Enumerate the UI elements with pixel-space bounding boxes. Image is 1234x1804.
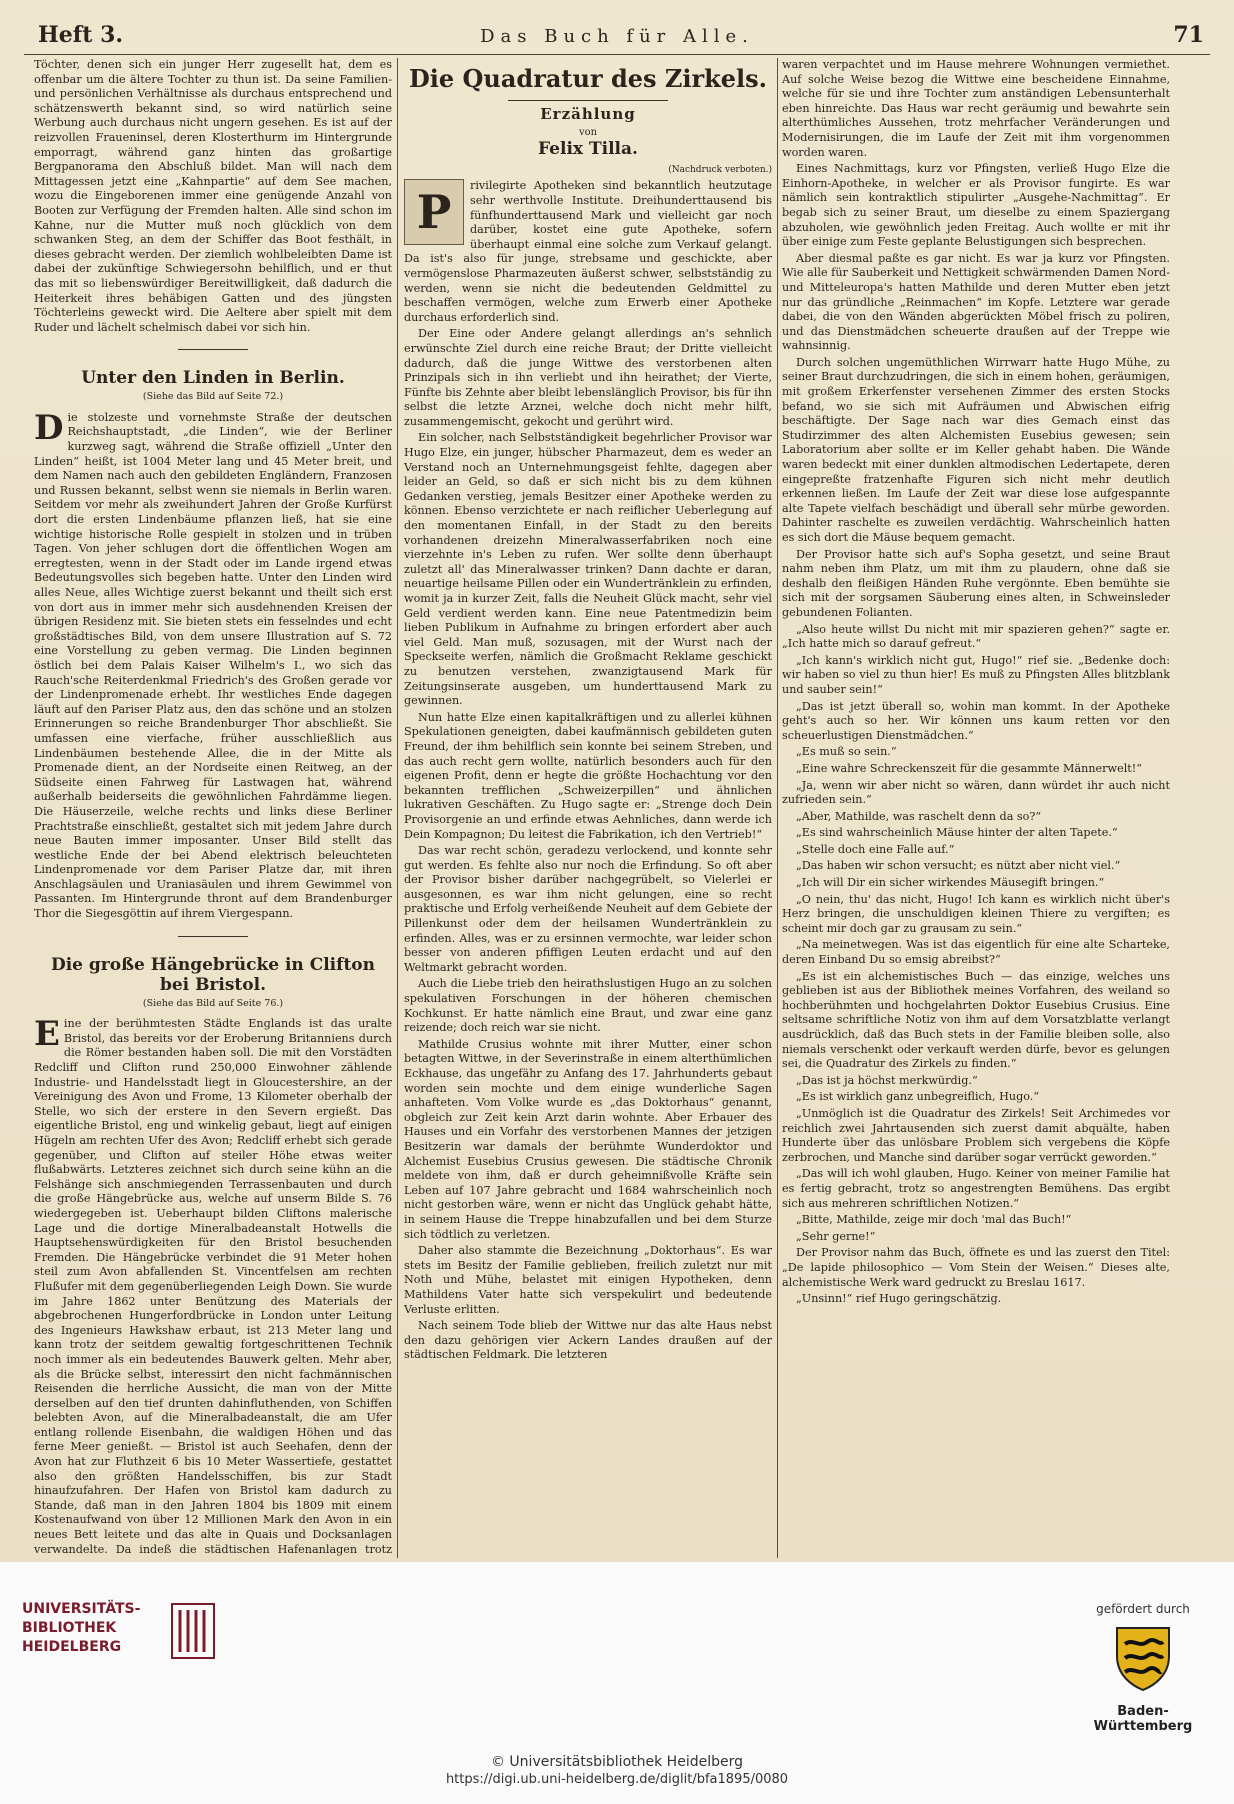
paragraph: Aber diesmal paßte es gar nicht. Es war ja kurz vor Pfingsten. Wie alle für Sauberkeit und Nettigkeit schwärmenden Damen Nord- und Mitteleuropa's hatten Mathilde und deren Mutter eben jetzt nur das gründliche „Reinmachen“ im Kopfe. Letztere war gerade dabei, die von den Wänden abgerückten Möbel frisch zu poliren, und das Dienstmädchen scheuerte draußen auf der Treppe wie wahnsinnig. bbox=[782, 251, 1170, 353]
paragraph: Das war recht schön, geradezu verlockend, und konnte sehr gut werden. Es fehlte also nur noch die Erfindung. So oft aber der Provisor bisher darüber nachgegrübelt, so Vielerlei er ausgesonnen, es war ihm nicht gelungen, eine so recht praktische und Erfolg verheißende Neuheit auf dem Gebiete der Pillenkunst oder dem der heilsamen Wundertränklein zu erfinden. Alles, was er zu ersinnen vermochte, war leider schon besser von anderen pfiffigen Leuten erdacht und auf den Weltmarkt gebracht worden. bbox=[404, 844, 772, 974]
paragraph: Daher also stammte die Bezeichnung „Doktorhaus“. Es war stets im Besitz der Familie geblieben, freilich zuletzt nur mit Noth und Mühe, belastet mit einigen Hypotheken, denn Mathildens Vater hatte sich verspekulirt und bedeutende Verluste erlitten. bbox=[404, 1244, 772, 1316]
section-separator bbox=[178, 936, 248, 937]
title-rule bbox=[508, 100, 668, 101]
paragraph: „Es ist ein alchemistisches Buch — das einzige, welches uns geblieben ist aus der Bibliothek meines Vorfahren, des weiland so hochberühmten und hochgelahrten Doktor Eusebius Crusius. Eine seltsame schriftliche Notiz von ihm auf dem Vorsatzblatte verlangt ausdrücklich, daß das Buch stets in der Familie bleiben solle, also niemals verschenkt oder verkauft werden dürfe, bevor es gelungen sei, die Quadratur des Zirkels zu finden.“ bbox=[782, 969, 1170, 1071]
paragraph: „Bitte, Mathilde, zeige mir doch 'mal das Buch!“ bbox=[796, 1213, 1072, 1227]
paragraph: „Also heute willst Du nicht mit mir spazieren gehen?“ sagte er. „Ich hatte mich so darauf gefreut.“ bbox=[782, 622, 1170, 651]
journal-title: Das Buch für Alle. bbox=[480, 26, 754, 47]
library-footer bbox=[0, 1562, 1234, 1804]
paragraph-text: ine der berühmtesten Städte Englands ist das uralte Bristol, das bereits vor der Eroberung Britanniens durch die Römer bestanden haben soll. Die mit den Vorstädten Redcliff und Clifton rund 250,000 Einwohner zählende Industrie- und Handelsstadt liegt in Gloucestershire, an der Vereinigung des Avon und Frome, 13 Kilometer oberhalb der Stelle, wo sich der erstere in den Severn ergießt. Das eigentliche Bristol, eng und winkelig gebaut, liegt auf einigen Hügeln am rechten Ufer des Avon; Redcliff erhebt sich gerade gegenüber, und Clifton auf steiler Höhe etwas weiter flußabwärts. Letzteres zeichnet sich durch seine kühn an die Felshänge sich anschmiegenden Terrassenbauten und durch die große Hängebrücke aus, welche auf unserm Bilde S. 76 wiedergegeben ist. Ueberhaupt bilden Cliftons malerische Lage und die dortige Mineralbadeanstalt Hotwells die Hauptsehenswürdigkeiten für den Bristol besuchenden Fremden. Die Hängebrücke verbindet die 91 Meter hohen steil zum Avon abfallenden St. Vincentfelsen am rechten Flußufer mit dem gegenüberliegenden Leigh Down. Sie wurde im Jahre 1862 unter Benützung des Materials der abgebrochenen Hungerfordbrücke in London unter Leitung des Ingenieurs Hawkshaw erbaut, ist 213 Meter lang und kann trotz der seitdem gewaltig fortgeschrittenen Technik noch immer als ein bedeutendes Bauwerk gelten. Mehr aber, als die Brücke selbst, interessirt den nicht fachmännischen Reisenden die herrliche Aussicht, die man von der Mitte derselben auf den tief drunten dahinfluthenden, von Schiffen belebten Avon, auf die Mineralbadeanstalt, die am Ufer entlang rollende Eisenbahn, die waldigen Höhen und das ferne Meer genießt. — Bristol ist auch Seehafen, denn der Avon hat zur Fluthzeit 6 bis 10 Meter Wassertiefe, gestattet also den größten Handelsschiffen, bis zur Stadt hinaufzufahren. Der Hafen von Bristol kam dadurch zu Stande, daß man in den Jahren 1804 bis 1809 mit einem Kostenaufwand von über 12 Millionen Mark den Avon in ein neues Bett leitete und das alte in Quais und Docksanlagen verwandelte. Da indeß die städtischen Hafenanlagen trotz bbox=[34, 1017, 392, 1556]
paragraph: Der Provisor hatte sich auf's Sopha gesetzt, und seine Braut nahm neben ihm Platz, um mit ihm zu plaudern, ohne daß sie deshalb den fleißigen Händen Ruhe vergönnte. Eben bemühte sie sich mit der sorgsamen Säuberung eines alten, in Schweinsleder gebundenen Folianten. bbox=[782, 547, 1170, 619]
state-coat-of-arms-icon bbox=[1111, 1622, 1175, 1694]
reprint-notice: (Nachdruck verboten.) bbox=[668, 164, 772, 175]
paragraph: Auch die Liebe trieb den heirathslustigen Hugo an zu solchen spekulativen Forschungen in der höheren chemischen Kochkunst. Er hatte nämlich eine Braut, und zwar eine ganz reizende; doch reich war sie nicht. bbox=[404, 977, 772, 1035]
initial-letter: D bbox=[34, 407, 64, 448]
initial-letter: P bbox=[416, 185, 452, 240]
logo-line: BIBLIOTHEK bbox=[22, 1620, 117, 1636]
issue-number: Heft 3. bbox=[38, 22, 124, 48]
paragraph: „Das ist ja höchst merkwürdig.“ bbox=[796, 1073, 978, 1087]
page-number: 71 bbox=[1173, 22, 1204, 48]
permalink[interactable]: https://digi.ub.uni-heidelberg.de/diglit/bfa1895/0080 bbox=[445, 1772, 789, 1787]
section-subtitle: (Siehe das Bild auf Seite 72.) bbox=[142, 391, 284, 403]
ornamental-initial bbox=[404, 179, 464, 245]
story-genre: Erzählung bbox=[540, 105, 636, 123]
paragraph: Der Eine oder Andere gelangt allerdings an's sehnlich erwünschte Ziel durch eine reiche Braut; der Dritte vielleicht dadurch, daß die junge Wittwe des verstorbenen alten Prinzipals sich in ihn verliebt und ihn heirathet; der Vierte, Fünfte bis Zehnte aber bleibt lebenslänglich Provisor, bis für ihn selbst die letzte Arznei, welche doch nicht mehr hilft, zusammengemischt, gekocht und gerührt wird. bbox=[404, 327, 772, 428]
paragraph-text: ie stolzeste und vornehmste Straße der deutschen Reichshauptstadt, „die Linden“, wie der Berliner kurzweg sagt, während die Straße offiziell „Unter den Linden“ heißt, ist 1004 Meter lang und 45 Meter breit, und dem Namen nach auch den gebildeten Engländern, Franzosen und Russen bekannt, selbst wenn sie niemals in Berlin waren. Seitdem vor mehr als zweihundert Jahren der Große Kurfürst dort die ersten Lindenbäume pflanzen ließ, hat sie eine wichtige historische Rolle gespielt in stolzen und in trüben Tagen. Von jeher schlugen dort die öffentlichen Wogen am erregtesten, wenn in der Stadt oder im Lande irgend etwas Bedeutungsvolles sich begeben hatte. Unter den Linden wird alles Neue, alles Wichtige zuerst bekannt und theilt sich erst von dort aus in immer mehr sich ausdehnenden Kreisen der übrigen Residenz mit. Sie bieten stets ein fesselndes und echt großstädtisches Bild, von dem unsere Illustration auf S. 72 eine Vorstellung zu geben vermag. Die Linden beginnen östlich bei dem Palais Kaiser Wilhelm's I., wo sich das Rauch'sche Reiterdenkmal Friedrich's des Großen gerade vor der Lindenpromenade erhebt. Ihr westliches Ende dagegen läuft auf den Pariser Platz aus, den das schöne und an stolzen Erinnerungen so reiche Brandenburger Thor abschließt. Sie umfassen eine vierfache, früher ausschließlich aus Lindenbäumen bestehende Allee, die in der Mitte als Promenade dient, an der Nordseite einen Reitweg, an der Südseite einen Fahrweg für Lastwagen hat, während außerhalb beiderseits die gewöhnlichen Fahrdämme liegen. Die Häuserzeile, welche rechts und links diese Berliner Prachtstraße einschließt, gestaltet sich mit jedem Jahre durch neue Bauten immer imposanter. Unser Bild stellt das westliche Ende der bei Abend elektrisch beleuchteten Lindenpromenade vor dem Pariser Platze dar, mit ihren Anschlagsäulen und Uraniasäulen und ihrem Gewimmel von Passanten. Im Hintergrunde thront auf dem Brandenburger Thor die Siegesgöttin auf ihrem Viergespann. bbox=[34, 410, 392, 921]
column-divider bbox=[397, 58, 398, 1558]
paragraph: „Das haben wir schon versucht; es nützt aber nicht viel.“ bbox=[796, 859, 1121, 873]
paragraph: „Stelle doch eine Falle auf.“ bbox=[796, 842, 955, 856]
paragraph: „Na meinetwegen. Was ist das eigentlich für eine alte Scharteke, deren Einband Du so emsig abreibst?“ bbox=[782, 938, 1170, 967]
paragraph: Ein solcher, nach Selbstständigkeit begehrlicher Provisor war Hugo Elze, ein junger, hübscher Pharmazeut, dem es weder an Verstand noch an Unternehmungsgeist fehlte, dagegen aber leider an Geld, so daß er sich nicht bis zu dem kühnen Gedanken verstieg, jemals Besitzer einer Apotheke werden zu können. Ebenso verzichtete er nach reiflicher Ueberlegung auf den momentanen Einfall, in der Stadt zu den bereits vorhandenen dreizehn Mineralwasserfabriken noch eine vierzehnte in's Leben zu rufen. Wer sollte denn überhaupt zuletzt all' das Mineralwasser trinken? Dann dachte er daran, neuartige heilsame Pillen oder ein Wundertränklein zu erfinden, womit ja in kurzer Zeit, falls die Neuheit Glück macht, sehr viel Geld verdient werden kann. Eine neue Patentmedizin beim lieben Publikum in Aufnahme zu bringen erfordert aber auch viel Geld. Man muß, sozusagen, mit der Wurst nach der Speckseite werfen, nämlich die Großmacht Reklame geschickt zu benutzen verstehen, zwanzigtausend Mark für Zeitungsinserate ausgeben, um hunderttausend Mark zu gewinnen. bbox=[404, 431, 772, 708]
paragraph bbox=[34, 407, 392, 922]
paragraph: „Es sind wahrscheinlich Mäuse hinter der alten Tapete.“ bbox=[796, 826, 1118, 840]
paragraph: Nach seinem Tode blieb der Wittwe nur das alte Haus nebst den dazu gehörigen vier Ackern Landes draußen auf der städtischen Feldmark. Die letzteren bbox=[404, 1319, 772, 1362]
paragraph: Durch solchen ungemüthlichen Wirrwarr hatte Hugo Mühe, zu seiner Braut durchzudringen, die sich in einem hohen, geräumigen, mit großem Erkerfenster versehenen Zimmer des ersten Stocks befand, wo sie sich mit Aufräumen und Abwischen eifrig beschäftigte. Der Sage nach war dies Gemach einst das Studirzimmer des alten Alchemisten Eusebius gewesen; sein Laboratorium aber sollte er im Keller gehabt haben. Die Wände waren bedeckt mit einer dunklen altmodischen Ledertapete, deren eingepreßte fratzenhafte Figuren sich nicht mehr deutlich erkennen ließen. Im Laufe der Zeit war diese lose aufgespannte alte Tapete vielfach beschädigt und überall sehr mürbe geworden. Dahinter raschelte es zuweilen verdächtig. Wahrscheinlich hatten es sich dort die Mäuse bequem gemacht. bbox=[782, 355, 1170, 544]
library-logo[interactable] bbox=[22, 1600, 140, 1657]
paragraph bbox=[404, 179, 772, 325]
paragraph bbox=[34, 1014, 392, 1558]
column-right bbox=[782, 58, 1170, 1558]
paragraph: „Unsinn!“ rief Hugo geringschätzig. bbox=[796, 1292, 1002, 1306]
paragraph: waren verpachtet und im Hause mehrere Wohnungen vermiethet. Auf solche Weise bezog die Wittwe eine bescheidene Einnahme, welche für sie und ihre Tochter zum anständigen Lebensunterhalt eben hinreichte. Das Haus war recht geräumig und bewahrte sein alterthümliches Aussehen, trotz mehrfacher Veränderungen und Modernisirungen, die im Laufe der Zeit mit ihm vorgenommen worden waren. bbox=[782, 58, 1170, 159]
column-divider bbox=[777, 58, 778, 1558]
paragraph: „Ich kann's wirklich nicht gut, Hugo!“ rief sie. „Bedenke doch: wir haben so viel zu thun hier! Es muß zu Pfingsten Alles blitzblank und sauber sein!“ bbox=[782, 653, 1170, 696]
funded-by-label: gefördert durch bbox=[1096, 1602, 1190, 1616]
section-title-linden: Unter den Linden in Berlin. bbox=[81, 368, 345, 389]
paragraph: Eines Nachmittags, kurz vor Pfingsten, verließ Hugo Elze die Einhorn-Apotheke, in welcher er als Provisor fungirte. Es war nämlich sein kontraktlich stipulirter „Ausgehe-Nachmittag“. Er begab sich zu seiner Braut, um dieselbe zu einem Spaziergang abzuholen, wie gewöhnlich jeden Freitag. Auch wollte er mit ihr über einige zum Feste geplante Belustigungen sich besprechen. bbox=[782, 162, 1170, 249]
section-subtitle: (Siehe das Bild auf Seite 76.) bbox=[142, 997, 284, 1009]
library-emblem-icon bbox=[170, 1602, 216, 1660]
logo-line: HEIDELBERG bbox=[22, 1639, 122, 1655]
paragraph: „O nein, thu' das nicht, Hugo! Ich kann es wirklich nicht über's Herz bringen, die unschuldigen kleinen Thiere zu vergiften; es scheint mir doch gar zu grausam zu sein.“ bbox=[782, 892, 1170, 935]
story-title: Die Quadratur des Zirkels. bbox=[408, 64, 768, 93]
paragraph: „Aber, Mathilde, was raschelt denn da so?“ bbox=[796, 809, 1042, 823]
paragraph: Töchter, denen sich ein junger Herr zugesellt hat, dem es offenbar um die ältere Tochter zu thun ist. Da seine Familien- und persönlichen Verhältnisse als durchaus entsprechend und schätzenswerth bekannt sind, so wird natürlich seine Werbung auch durchaus nicht ungern gesehen. Es ist auf der reizvollen Fraueninsel, deren Klosterthurm im Hintergrunde emporragt, während ganz hinten das großartige Bergpanorama den Abschluß bildet. Man will nach dem Mittagessen jetzt eine „Kahnpartie“ auf dem See machen, wozu die Eingeborenen immer eine genügende Anzahl von Booten zur Verfügung der Fremden halten. Alle sind schon im Kahne, nur die Mutter muß noch glücklich von dem schwanken Steg, an dem der Schiffer das Boot festhält, in dieses gebracht werden. Der ziemlich wohlbeleibten Dame ist dabei der zukünftige Schwiegersohn behilflich, und er thut das mit so liebenswürdiger Bereitwilligkeit, daß dadurch die Heiterkeit ihres behäbigen Gatten und des jüngsten Töchterleins geweckt wird. Die Aeltere aber spielt mit dem Ruder und lächelt schelmisch dabei vor sich hin. bbox=[34, 58, 392, 334]
paragraph: „Ich will Dir ein sicher wirkendes Mäusegift bringen.“ bbox=[796, 876, 1105, 890]
copyright-notice bbox=[0, 1754, 1234, 1788]
section-separator bbox=[178, 349, 248, 350]
paragraph: „Unmöglich ist die Quadratur des Zirkels! Seit Archimedes vor reichlich zwei Jahrtausenden sich zuerst damit abquälte, haben Hunderte über das unlösbare Problem sich vergebens die Köpfe zerbrochen, und Manche sind darüber sogar verrückt geworden.“ bbox=[782, 1106, 1170, 1164]
paragraph-text: rivilegirte Apotheken sind bekanntlich heutzutage sehr werthvolle Institute. Dreihunderttausend bis fünfhunderttausend Mark und vielleicht gar noch darüber, kostet eine gute Apotheke, sofern überhaupt einmal eine solche zum Verkauf gelangt. Da ist's also für junge, strebsame und geschickte, aber vermögenslose Pharmazeuten äußerst schwer, selbstständig zu werden, wenn sie nicht die bedeutenden Geldmittel zu beschaffen vermögen, welche zum Erwerb einer Apotheke durchaus erforderlich sind. bbox=[404, 179, 772, 324]
column-left bbox=[34, 58, 392, 1558]
logo-line: UNIVERSITÄTS- bbox=[22, 1601, 141, 1617]
funding-badge[interactable] bbox=[1078, 1602, 1208, 1734]
paragraph: „Das will ich wohl glauben, Hugo. Keiner von meiner Familie hat es fertig gebracht, trotz so angestrengten Bemühens. Das ergibt sich aus mehreren schriftlichen Notizen.“ bbox=[782, 1167, 1170, 1210]
state-name: Baden-Württemberg bbox=[1093, 1704, 1193, 1734]
paragraph: „Eine wahre Schreckenszeit für die gesammte Männerwelt!“ bbox=[796, 761, 1142, 775]
copyright-text: © Universitätsbibliothek Heidelberg bbox=[490, 1754, 743, 1770]
section-title-clifton: Die große Hängebrücke in Clifton bei Bristol. bbox=[50, 954, 376, 995]
column-middle bbox=[404, 58, 772, 1558]
paragraph: Nun hatte Elze einen kapitalkräftigen und zu allerlei kühnen Spekulationen geneigten, dabei kaufmännisch gebildeten guten Freund, der ihm behilflich sein konnte bei seinem Streben, und das auch recht gern wollte, natürlich besonders auch für den eigenen Profit, denn er hegte die größte Hochachtung vor den bekannten trefflichen „Schweizerpillen“ und ähnlichen lukrativen Geschäften. Zu Hugo sagte er: „Strenge doch Dein Provisorgenie an und erfinde etwas Aehnliches, dann werde ich Dein Kompagnon; Du leitest die Fabrikation, ich den Vertrieb!“ bbox=[404, 710, 772, 841]
paragraph: „Es muß so sein.“ bbox=[796, 745, 897, 759]
paragraph: Der Provisor nahm das Buch, öffnete es und las zuerst den Titel: „De lapide philosophico — Vom Stein der Weisen.“ Dieses alte, alchemistische Werk ward gedruckt zu Breslau 1617. bbox=[782, 1246, 1170, 1289]
running-header bbox=[24, 14, 1210, 55]
initial-letter: E bbox=[34, 1014, 60, 1055]
by-line: von bbox=[578, 126, 598, 138]
paragraph: „Sehr gerne!“ bbox=[796, 1229, 876, 1243]
paragraph: Mathilde Crusius wohnte mit ihrer Mutter, einer schon betagten Wittwe, in der Severinstraße in einem alterthümlichen Eckhause, das ungefähr zu Anfang des 17. Jahrhunderts gebaut worden sein mochte und dem einige wunderliche Sagen anhafteten. Vom Volke wurde es „das Doktorhaus“ genannt, obgleich zur Zeit kein Arzt darin wohnte. Aber Erbauer des Hauses und ein Vorfahr des verstorbenen Mannes der jetzigen Besitzerin war damals der berühmte Wunderdoktor und Alchemist Eusebius Crusius gewesen. Die städtische Chronik meldete von ihm, daß er durch geheimnißvolle Kräfte sein Leben auf 107 Jahre gebracht und 1684 wahrscheinlich noch nicht gestorben wäre, wenn er nicht das Unglück gehabt hätte, in seinem Hause die Treppe hinabzufallen und bei dem Sturze sich tödtlich zu verletzen. bbox=[404, 1037, 772, 1241]
paragraph: „Ja, wenn wir aber nicht so wären, dann würdet ihr auch nicht zufrieden sein.“ bbox=[782, 778, 1170, 807]
paragraph: „Das ist jetzt überall so, wohin man kommt. In der Apotheke geht's auch so her. Wir können uns kaum retten vor den scheuerlustigen Dienstmädchen.“ bbox=[782, 699, 1170, 742]
story-author: Felix Tilla. bbox=[538, 139, 638, 160]
paragraph: „Es ist wirklich ganz unbegreiflich, Hugo.“ bbox=[796, 1090, 1040, 1104]
